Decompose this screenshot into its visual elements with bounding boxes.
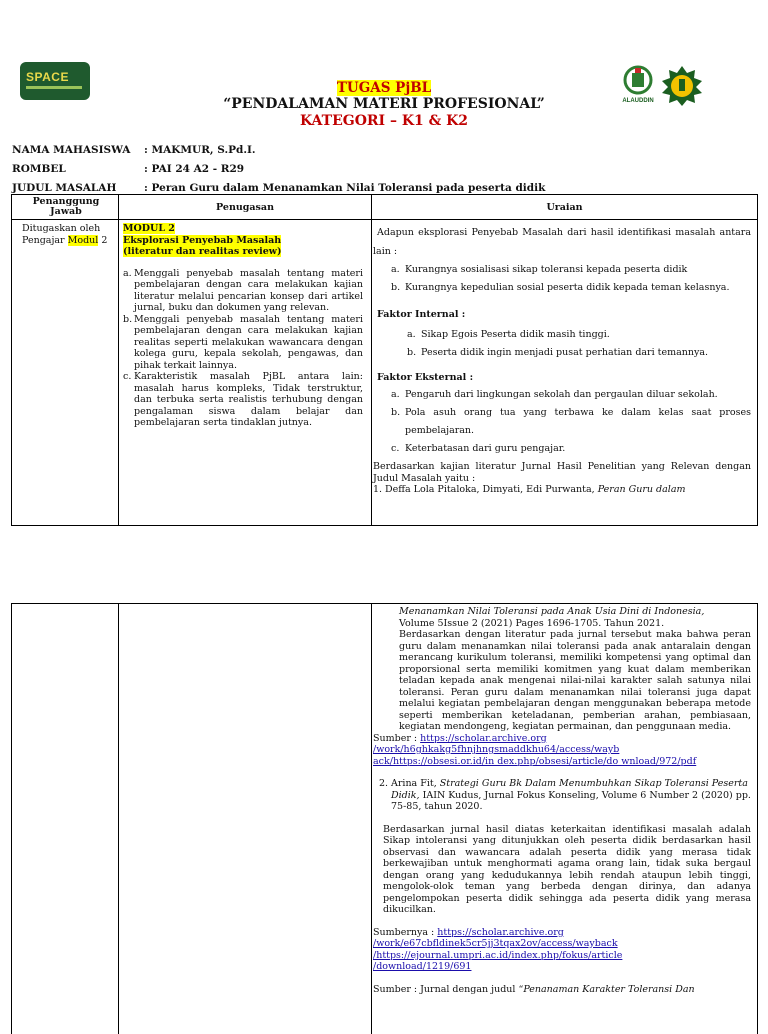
modul-title: MODUL 2 [123,223,175,234]
source-link-2[interactable]: https://scholar.archive.org [437,926,564,938]
penugasan-item-c: c. Karakteristik masalah PjBL antara lain: masalah harus kompleks, Tidak terstruktur, dan terbuka serta realistis terhubung dengan pengalaman siswa dalam belajar dan pembelajaran serta tindaklan jutnya. [123,371,363,428]
title-kategori: KATEGORI – K1 & K2 [299,113,469,129]
penugasan-item-b: b. Menggali penyebab masalah tentang materi pembelajaran dengan cara melakukan kajian realitas seperti melakukan wawancara dengan kolega guru, kepala sekolah, pengawas, dan pihak terkait lainnya. [123,313,363,371]
info-judul: JUDUL MASALAH : Peran Guru dalam Menanamkan Nilai Toleransi pada peserta didik [12,182,546,194]
title-tugas: TUGAS PjBL [336,80,432,96]
header-uraian: Uraian [546,202,583,213]
title-pendalaman: “PENDALAMAN MATERI PROFESIONAL” [223,96,545,112]
modul-sub2: (literatur dan realitas review) [123,246,282,257]
table-page2 [11,603,758,1034]
penugasan-cell [123,223,363,429]
space-logo-text: SPACE [26,70,69,84]
source-link-2b[interactable]: /work/e67cbfldinek5cr5jj3tqax2ov/access/wayback [373,938,618,949]
info-nama: NAMA MAHASISWA : MAKMUR, S.Pd.I. [12,144,256,156]
header-penugasan: Penugasan [216,202,274,213]
info-rombel: ROMBEL : PAI 24 A2 - R29 [12,163,245,175]
modul-sub1: Eksplorasi Penyebab Masalah [123,234,282,246]
source-link-2d[interactable]: /download/1219/691 [373,961,472,972]
alauddin-caption: ALAUDDIN [622,98,654,104]
penanggung-jawab-cell: Ditugaskan oleh Pengajar Modul 2 [22,223,108,246]
source-link-2c[interactable]: /https://ejournal.umpri.ac.id/index.php/fokus/article [373,949,623,961]
source-link-1c[interactable]: ack/https://obsesi.or.id/in dex.php/obsesi/article/do wnload/972/pdf [373,755,697,767]
uraian-cell-page2: Menanamkan Nilai Toleransi pada Anak Usia Dini di Indonesia, Volume 5Issue 2 (2021) Pages 1696-1705. Tahun 2021. Berdasarkan dengan literatur pada jurnal tersebut maka bahwa peran guru dalam menanamkan nilai toleransi pada anak antaralain dengan merancang kurikulum toleransi, memiliki kompetensi yang optimal dan proporsional serta memiliki komitmen yang kuat dalam memberikan teladan kepada anak mengenai nilai-nilai karakter salah satunya nilai toleransi. Peran guru dalam menanamkan nilai toleransi juga dapat melalui kegiatan pembelajaran dengan menggunakan beberapa metode seperti memberikan keteladanan, pemberian arahan, pembiasaan, kegiatan mendongeng, kegiatan permainan, dan penggunaan media. Sumber : https://scholar.archive.org /work/h6ghkakg5fhnjhngsmaddkhu64/access/wayb ack/https://obsesi.or.id/in dex.php/obsesi/article/do wnload/972/pdf 2. Arina Fit, Strategi Guru Bk Dalam Menumbuhkan Sikap Toleransi Peserta Didik, IAIN Kudus, Jurnal Fokus Konseling, Volume 6 Number 2 (2020) pp. 75-85, tahun 2020. Berdasarkan jurnal hasil diatas keterkaitan identifikasi masalah adalah Sikap intoleransi yang ditunjukkan oleh peserta didik berdasarkan hasil observasi dan wawancara adalah peserta didik yang merasa tidak berkewajiban untuk menghormati agama orang lain, tidak suka bergaul dengan orang yang kedudukannya lebih rendah ataupun lebih tinggi, mengolok-olok teman yang berbeda dengan dirinya, dan adanya pengelompokan peserta didik sehingga ada peserta didik yang merasa dikucilkan. Sumbernya : https://scholar.archive.org /work/e67cbfldinek5cr5jj3tqax2ov/access/wayback /https://ejournal.umpri.ac.id/index.php/fokus/article /download/1219/691 Sumber : Jurnal dengan judul “Penanaman Karakter Toleransi Dan [373,606,751,995]
source-link-1[interactable]: https://scholar.archive.org [420,732,547,744]
penugasan-item-a: a. Menggali penyebab masalah tentang materi pembelajaran dengan cara melakukan kajian literatur melalui pencarian konsep dari artikel jurnal, buku dan dokumen yang relevan. [123,267,363,313]
header-penanggung-jawab: Penanggung Jawab [32,196,100,217]
uraian-cell-page1: Adapun eksplorasi Penyebab Masalah dari hasil identifikasi masalah antara lain : a. Kurangnya sosialisasi sikap toleransi kepada peserta didik b. Kurangnya kepedulian sosial peserta didik kepada teman kelasnya. Faktor Internal : a. Sikap Egois Peserta didik masih tinggi. b. Peserta didik ingin menjadi pusat perhatian dari temannya. Faktor Eksternal : a. Pengaruh dari lingkungan sekolah dan pergaulan diluar sekolah. b. Pola asuh orang tua yang terbawa ke dalam kelas saat proses pembelajaran. c. Keterbatasan dari guru pengajar. Berdasarkan kajian literatur Jurnal Hasil Penelitian yang Relevan dengan Judul Masalah yaitu : 1. Deffa Lola Pitaloka, Dimyati, Edi Purwanta, Peran Guru dalam [373,227,751,495]
table-page1 [11,194,758,526]
source-link-1b[interactable]: /work/h6ghkakg5fhnjhngsmaddkhu64/access/wayb [373,744,620,755]
